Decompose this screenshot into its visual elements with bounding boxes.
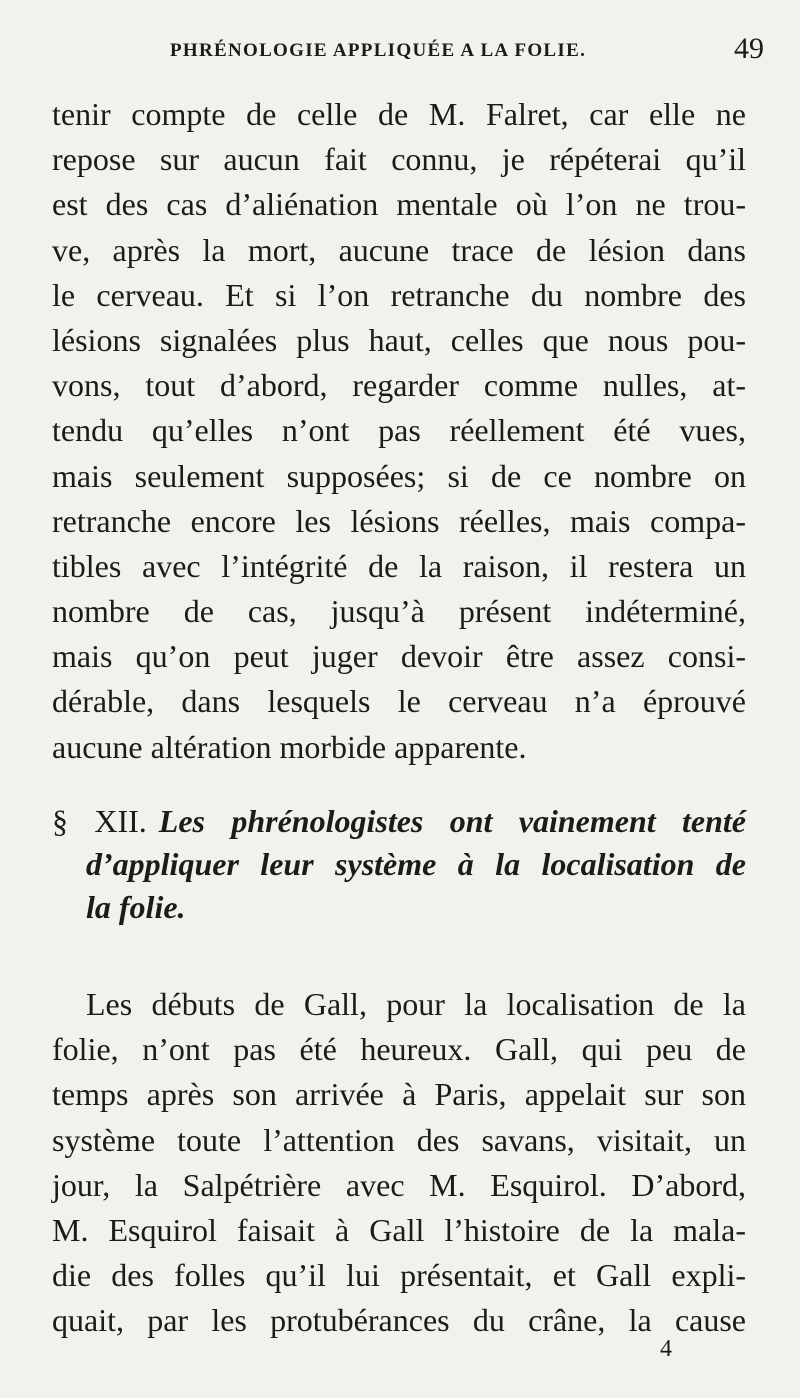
text-line: dérable, dans lesquels le cerveau n’a éprouvé — [52, 683, 746, 720]
text-line: die des folles qu’il lui présentait, et Gall expli- — [52, 1257, 746, 1294]
section-heading — [52, 800, 746, 929]
running-head — [52, 32, 764, 68]
section-heading-line: la folie. — [86, 889, 186, 925]
text-line: vons, tout d’abord, regarder comme nulles, at- — [52, 367, 746, 404]
text-line: jour, la Salpétrière avec M. Esquirol. D’abord, — [52, 1166, 746, 1203]
signature-mark: 4 — [660, 1336, 672, 1362]
text-line: mais seulement supposées; si de ce nombre on — [52, 457, 746, 494]
text-line: tibles avec l’intégrité de la raison, il restera un — [52, 547, 746, 584]
text-line: quait, par les protubérances du crâne, la cause — [52, 1302, 746, 1339]
section-heading-line — [52, 800, 746, 843]
text-line: retranche encore les lésions réelles, mais compa- — [52, 502, 746, 539]
text-line: ve, après la mort, aucune trace de lésion dans — [52, 231, 746, 268]
section-title-part: Les phrénologistes ont vainement tenté — [158, 803, 746, 839]
text-line: M. Esquirol faisait à Gall l’histoire de la mala- — [52, 1211, 746, 1248]
paragraph-1 — [52, 92, 746, 770]
text-line: nombre de cas, jusqu’à présent indéterminé, — [52, 593, 746, 630]
section-heading-line: d’appliquer leur système à la localisation de — [86, 846, 746, 882]
text-line: repose sur aucun fait connu, je répéterai qu’il — [52, 141, 746, 178]
section-number: § XII. — [52, 803, 147, 839]
text-line: est des cas d’aliénation mentale où l’on ne trou- — [52, 186, 746, 223]
text-line: folie, n’ont pas été heureux. Gall, qui peu de — [52, 1031, 746, 1068]
running-head-title: PHRÉNOLOGIE APPLIQUÉE A LA FOLIE. — [170, 40, 587, 61]
text-line: système toute l’attention des savans, visitait, un — [52, 1121, 746, 1158]
page-number: 49 — [734, 32, 764, 65]
text-line: tendu qu’elles n’ont pas réellement été vues, — [52, 412, 746, 449]
text-line: lésions signalées plus haut, celles que nous pou- — [52, 321, 746, 358]
text-line: mais qu’on peut juger devoir être assez consi- — [52, 638, 746, 675]
text-line: aucune altération morbide apparente. — [52, 728, 527, 765]
text-line: temps après son arrivée à Paris, appelait sur son — [52, 1076, 746, 1113]
text-line: tenir compte de celle de M. Falret, car elle ne — [52, 96, 746, 132]
text-line: Les débuts de Gall, pour la localisation de la — [86, 986, 746, 1022]
text-line: le cerveau. Et si l’on retranche du nombre des — [52, 276, 746, 313]
paragraph-2 — [52, 982, 746, 1344]
